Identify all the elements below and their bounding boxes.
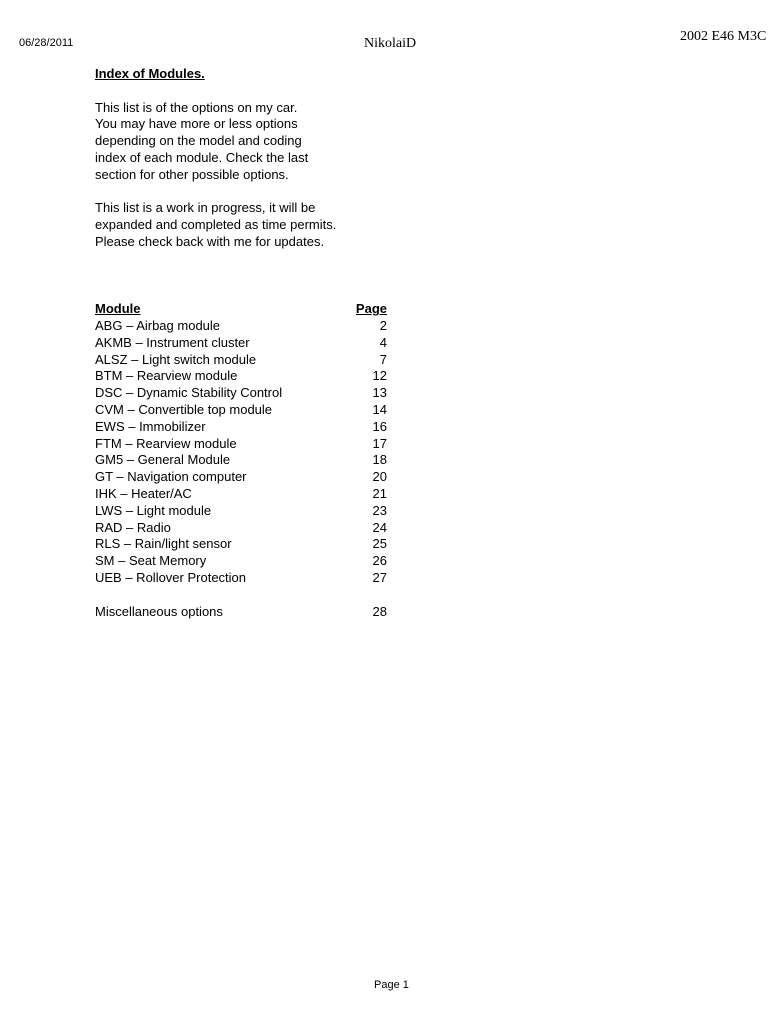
module-page: 4 xyxy=(379,334,387,350)
table-row xyxy=(95,520,387,537)
table-row xyxy=(95,436,387,453)
module-name: GM5 – General Module xyxy=(95,452,231,468)
progress-line: Please check back with me for updates. xyxy=(95,233,325,249)
module-page: 25 xyxy=(372,536,387,552)
module-name: EWS – Immobilizer xyxy=(95,418,206,434)
table-row xyxy=(95,419,387,436)
module-name: IHK – Heater/AC xyxy=(95,485,192,501)
module-name: ALSZ – Light switch module xyxy=(95,351,257,367)
module-name: UEB – Rollover Protection xyxy=(95,569,247,585)
module-name: CVM – Convertible top module xyxy=(95,401,273,417)
module-page: 18 xyxy=(372,452,387,468)
header-date: 06/28/2011 xyxy=(19,37,74,49)
table-row xyxy=(95,318,387,335)
module-name: LWS – Light module xyxy=(95,502,212,518)
table-row xyxy=(95,352,387,369)
page-column-header: Page xyxy=(355,301,387,317)
module-name: BTM – Rearview module xyxy=(95,368,238,384)
module-name: SM – Seat Memory xyxy=(95,553,207,569)
misc-name: Miscellaneous options xyxy=(95,603,223,619)
module-page: 12 xyxy=(372,368,387,384)
module-page: 14 xyxy=(372,401,387,417)
module-name: RLS – Rain/light sensor xyxy=(95,536,232,552)
module-page: 2 xyxy=(379,317,387,333)
table-row xyxy=(95,402,387,419)
intro-line: index of each module. Check the last xyxy=(95,149,309,165)
module-page: 20 xyxy=(372,469,387,485)
module-page: 7 xyxy=(379,351,387,367)
page-title: Index of Modules. xyxy=(95,66,205,81)
module-page: 24 xyxy=(372,519,387,535)
intro-line: You may have more or less options xyxy=(95,116,298,132)
progress-line: This list is a work in progress, it will be xyxy=(95,200,316,216)
module-name: GT – Navigation computer xyxy=(95,469,247,485)
module-page: 21 xyxy=(372,485,387,501)
page-number: Page 1 xyxy=(374,979,409,991)
table-row xyxy=(95,570,387,587)
intro-line: section for other possible options. xyxy=(95,166,289,182)
module-column-header: Module xyxy=(95,301,141,317)
table-row xyxy=(95,536,387,553)
module-page: 23 xyxy=(372,502,387,518)
module-page: 13 xyxy=(372,385,387,401)
intro-line: depending on the model and coding xyxy=(95,133,302,149)
misc-row xyxy=(95,604,387,621)
module-name: FTM – Rearview module xyxy=(95,435,237,451)
module-name: DSC – Dynamic Stability Control xyxy=(95,385,283,401)
header-author: NikolaiD xyxy=(364,36,417,51)
header-vehicle: 2002 E46 M3C xyxy=(680,29,767,44)
progress-paragraph xyxy=(95,200,395,250)
module-page: 27 xyxy=(372,569,387,585)
module-page: 16 xyxy=(372,418,387,434)
table-row xyxy=(95,469,387,486)
misc-page: 28 xyxy=(372,603,387,619)
table-row xyxy=(95,503,387,520)
table-row xyxy=(95,553,387,570)
table-header-row xyxy=(95,301,387,318)
intro-line: This list is of the options on my car. xyxy=(95,99,298,115)
module-page: 17 xyxy=(372,435,387,451)
table-row xyxy=(95,385,387,402)
table-row xyxy=(95,486,387,503)
table-row xyxy=(95,335,387,352)
document-body xyxy=(95,66,395,620)
table-row xyxy=(95,368,387,385)
progress-line: expanded and completed as time permits. xyxy=(95,217,337,233)
module-name: ABG – Airbag module xyxy=(95,317,221,333)
module-name: RAD – Radio xyxy=(95,519,171,535)
intro-paragraph xyxy=(95,100,395,184)
module-page: 26 xyxy=(372,553,387,569)
module-name: AKMB – Instrument cluster xyxy=(95,334,250,350)
table-row xyxy=(95,452,387,469)
